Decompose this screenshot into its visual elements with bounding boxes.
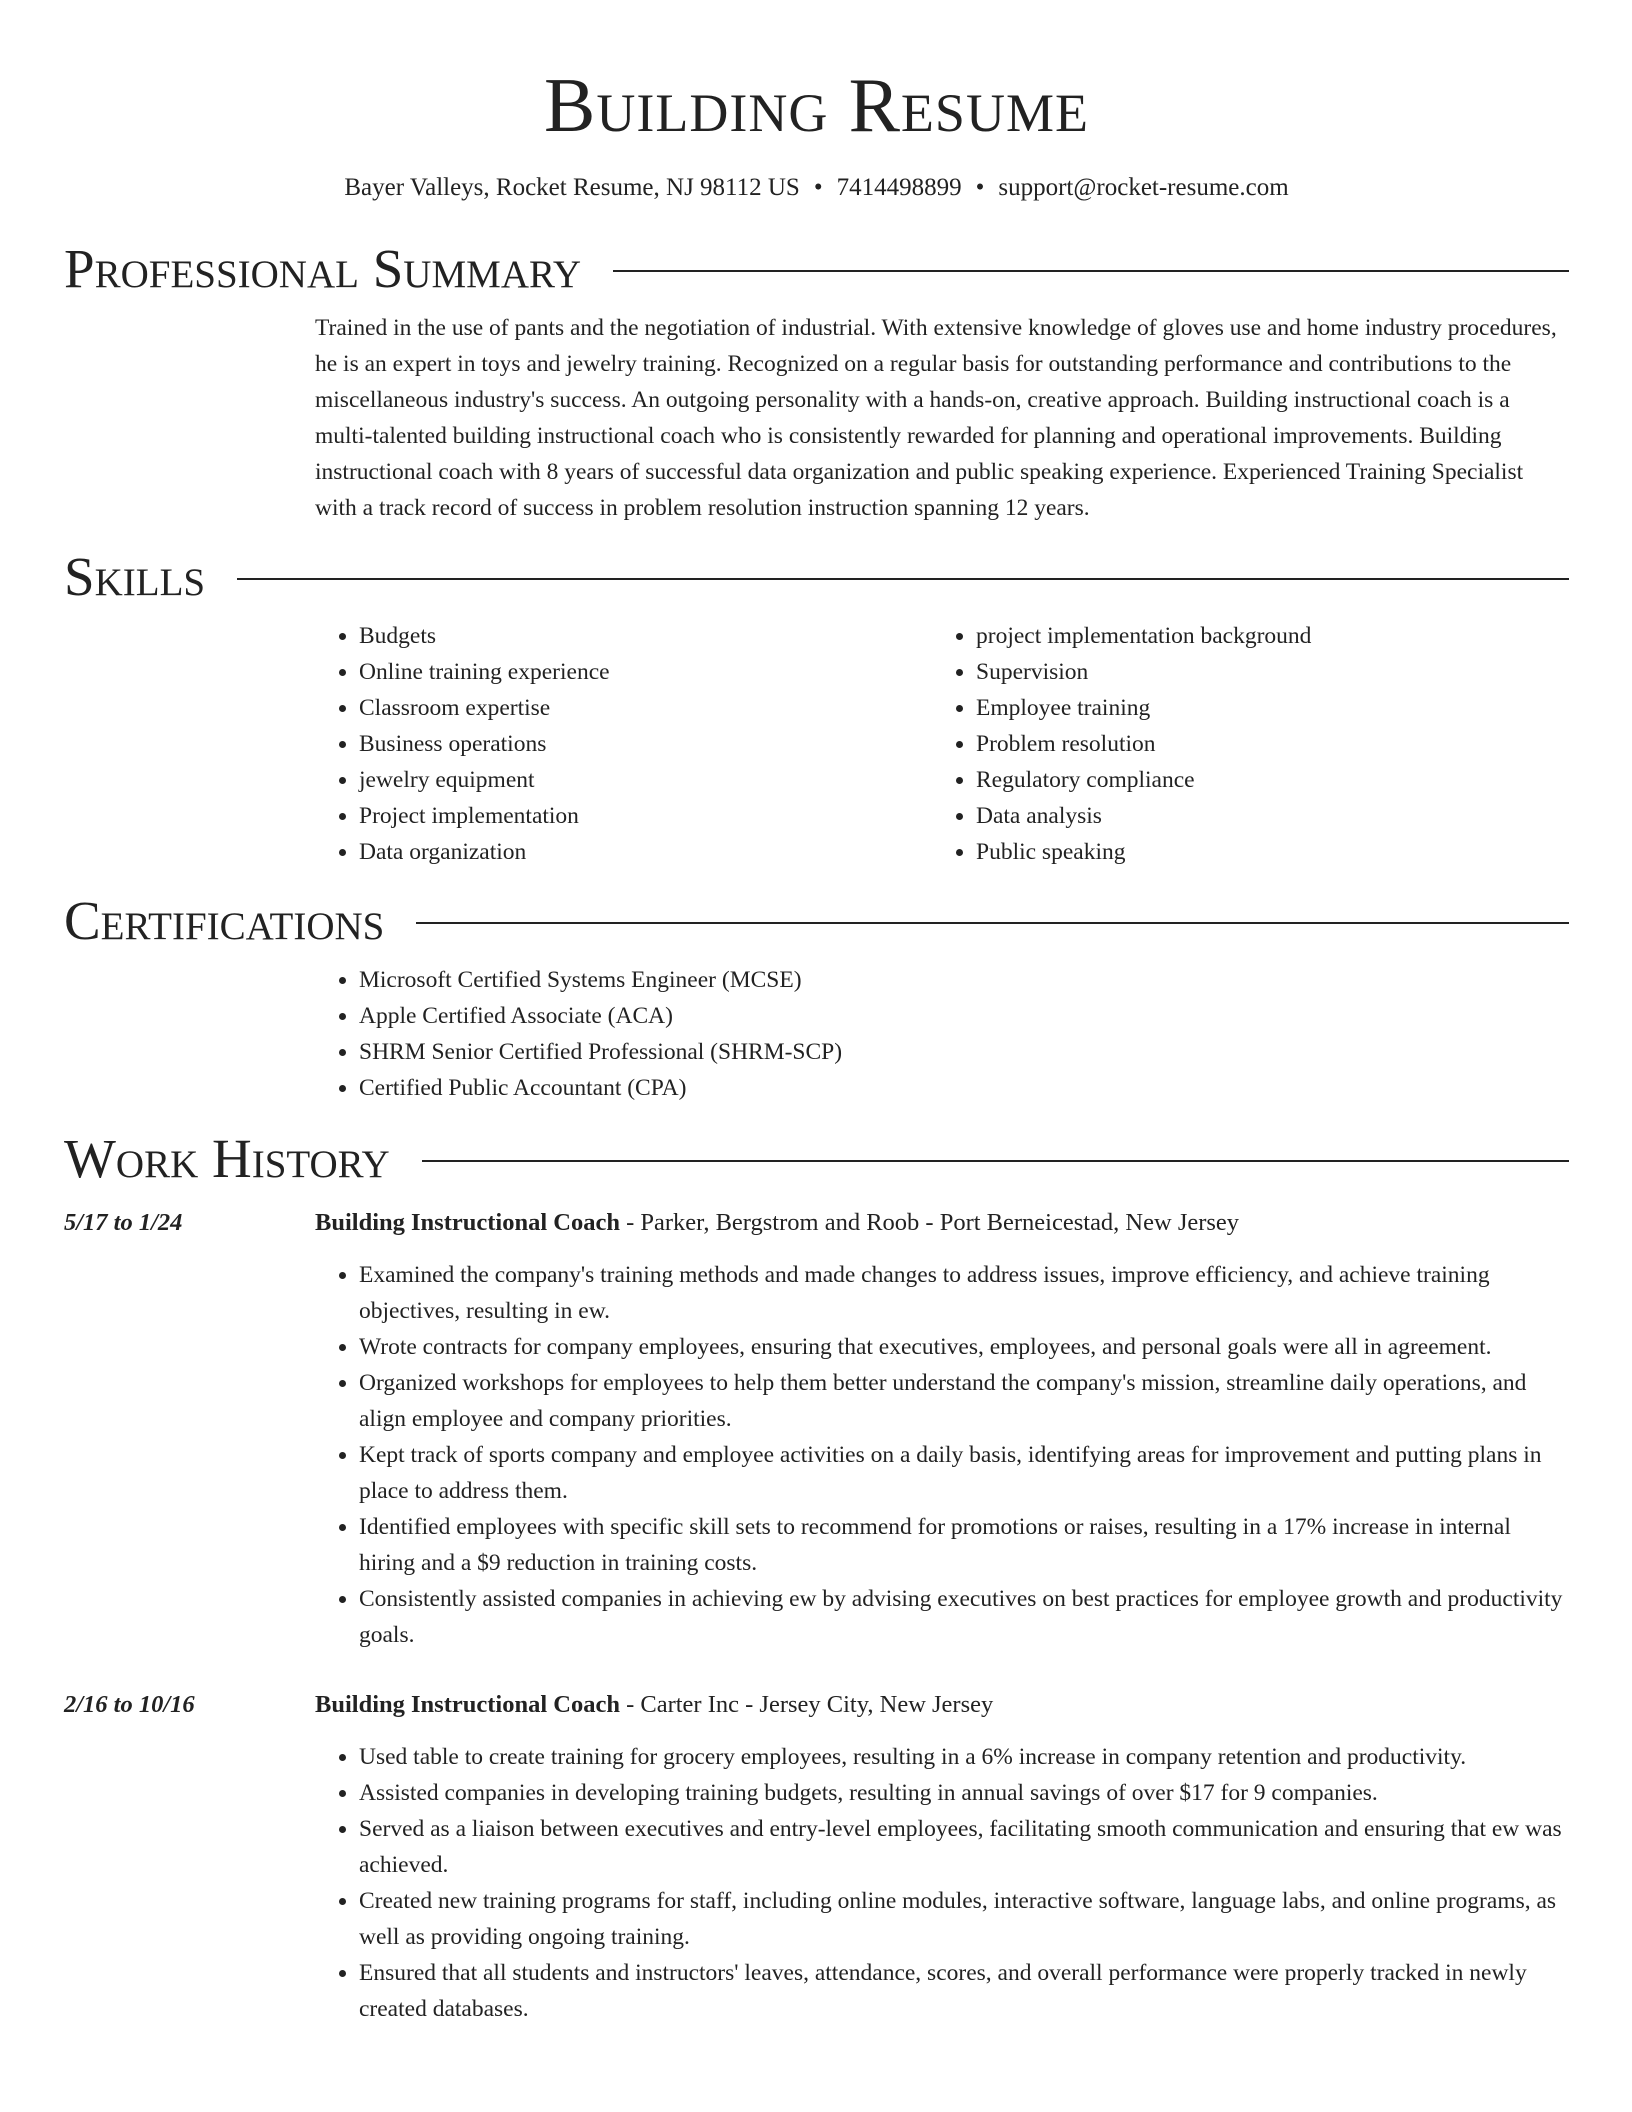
resume-name: Building Resume: [544, 62, 1089, 148]
job-bullet: • Kept track of sports company and employee activities on a daily basis, identifying areas for improvement and putting plans in place to address them.: [359, 1437, 1569, 1509]
skill-item: • Data organization: [359, 834, 932, 870]
job-bullet: • Identified employees with specific skill sets to recommend for promotions or raises, resulting in a 17% increase in internal hiring and a $9 reduction in training costs.: [359, 1509, 1569, 1581]
resume-page: [64, 0, 1569, 2027]
job-heading: [64, 1205, 1569, 1241]
section-title-summary: Professional Summary: [64, 238, 582, 299]
skills-list-right: [932, 618, 1549, 870]
job-bullets: [315, 1257, 1569, 1653]
skill-item: • Employee training: [976, 690, 1549, 726]
certifications-list: [315, 962, 1569, 1106]
job-entry: [64, 1687, 1569, 2027]
skill-item: • Data analysis: [976, 798, 1549, 834]
job-bullet: • Ensured that all students and instructors' leaves, attendance, scores, and overall performance were properly tracked in newly created databases.: [359, 1955, 1569, 2027]
contact-address: Bayer Valleys, Rocket Resume, NJ 98112 US: [344, 174, 800, 201]
skill-item: • Regulatory compliance: [976, 762, 1549, 798]
skill-item: • Budgets: [359, 618, 932, 654]
skill-item: • Public speaking: [976, 834, 1549, 870]
job-bullet: • Organized workshops for employees to help them better understand the company's mission, streamline daily operations, and align employee and company priorities.: [359, 1365, 1569, 1437]
certifications-block: [315, 962, 1569, 1106]
job-dates: 2/16 to 10/16: [64, 1691, 195, 1718]
certification-item: • Certified Public Accountant (CPA): [359, 1070, 1569, 1106]
contact-line: [64, 172, 1569, 204]
contact-email: support@rocket-resume.com: [998, 174, 1289, 201]
job-details: - Parker, Bergstrom and Roob - Port Berneicestad, New Jersey: [619, 1209, 1240, 1236]
section-header-summary: [64, 238, 1569, 300]
section-header-certifications: [64, 890, 1569, 952]
summary-block: [315, 310, 1569, 526]
job-title-line: [315, 1205, 1239, 1241]
job-entry: [64, 1205, 1569, 1653]
section-title-work: Work History: [64, 1128, 390, 1189]
skill-item: • Business operations: [359, 726, 932, 762]
skill-item: • jewelry equipment: [359, 762, 932, 798]
contact-separator: •: [975, 174, 985, 201]
job-bullets: [315, 1739, 1569, 2027]
job-bullet: • Used table to create training for grocery employees, resulting in a 6% increase in company retention and productivity.: [359, 1739, 1569, 1775]
contact-separator: •: [813, 174, 823, 201]
job-bullet: • Assisted companies in developing training budgets, resulting in annual savings of over $17 for 9 companies.: [359, 1775, 1569, 1811]
section-header-skills: [64, 546, 1569, 608]
skills-list-left: [315, 618, 932, 870]
section-rule: [613, 270, 1569, 272]
certification-item: • Apple Certified Associate (ACA): [359, 998, 1569, 1034]
job-dates: 5/17 to 1/24: [64, 1209, 183, 1236]
job-role: Building Instructional Coach: [315, 1691, 620, 1718]
certification-item: • SHRM Senior Certified Professional (SHRM-SCP): [359, 1034, 1569, 1070]
contact-phone: 7414498899: [836, 174, 962, 201]
job-title-line: [315, 1687, 993, 1723]
skill-item: • Online training experience: [359, 654, 932, 690]
skill-item: • Supervision: [976, 654, 1549, 690]
section-title-skills: Skills: [64, 546, 206, 607]
section-rule: [416, 922, 1569, 924]
skill-item: • Classroom expertise: [359, 690, 932, 726]
job-bullet: • Examined the company's training methods and made changes to address issues, improve efficiency, and achieve training objectives, resulting in ew.: [359, 1257, 1569, 1329]
skill-item: • project implementation background: [976, 618, 1549, 654]
job-bullet: • Wrote contracts for company employees, ensuring that executives, employees, and personal goals were all in agreement.: [359, 1329, 1569, 1365]
skills-grid: [315, 618, 1569, 870]
job-heading: [64, 1687, 1569, 1723]
section-rule: [422, 1160, 1569, 1162]
section-rule: [237, 578, 1569, 580]
job-role: Building Instructional Coach: [315, 1209, 620, 1236]
certification-item: • Microsoft Certified Systems Engineer (MCSE): [359, 962, 1569, 998]
skill-item: • Project implementation: [359, 798, 932, 834]
job-bullet: • Served as a liaison between executives and entry-level employees, facilitating smooth communication and ensuring that ew was achieved.: [359, 1811, 1569, 1883]
skill-item: • Problem resolution: [976, 726, 1549, 762]
job-bullet: • Created new training programs for staff, including online modules, interactive software, language labs, and online programs, as well as providing ongoing training.: [359, 1883, 1569, 1955]
job-bullet: • Consistently assisted companies in achieving ew by advising executives on best practices for employee growth and productivity goals.: [359, 1581, 1569, 1653]
summary-text: Trained in the use of pants and the negotiation of industrial. With extensive knowledge of gloves use and home industry procedures, he is an expert in toys and jewelry training. Recognized on a regular basis for outstanding performance and contributions to the miscellaneous industry's success. An outgoing personality with a hands-on, creative approach. Building instructional coach is a multi-talented building instructional coach who is consistently rewarded for planning and operational improvements. Building instructional coach with 8 years of successful data organization and public speaking experience. Experienced Training Specialist with a track record of success in problem resolution instruction spanning 12 years.: [315, 315, 1557, 521]
job-details: - Carter Inc - Jersey City, New Jersey: [619, 1691, 994, 1718]
section-header-work: [64, 1128, 1569, 1190]
section-title-certifications: Certifications: [64, 890, 385, 951]
